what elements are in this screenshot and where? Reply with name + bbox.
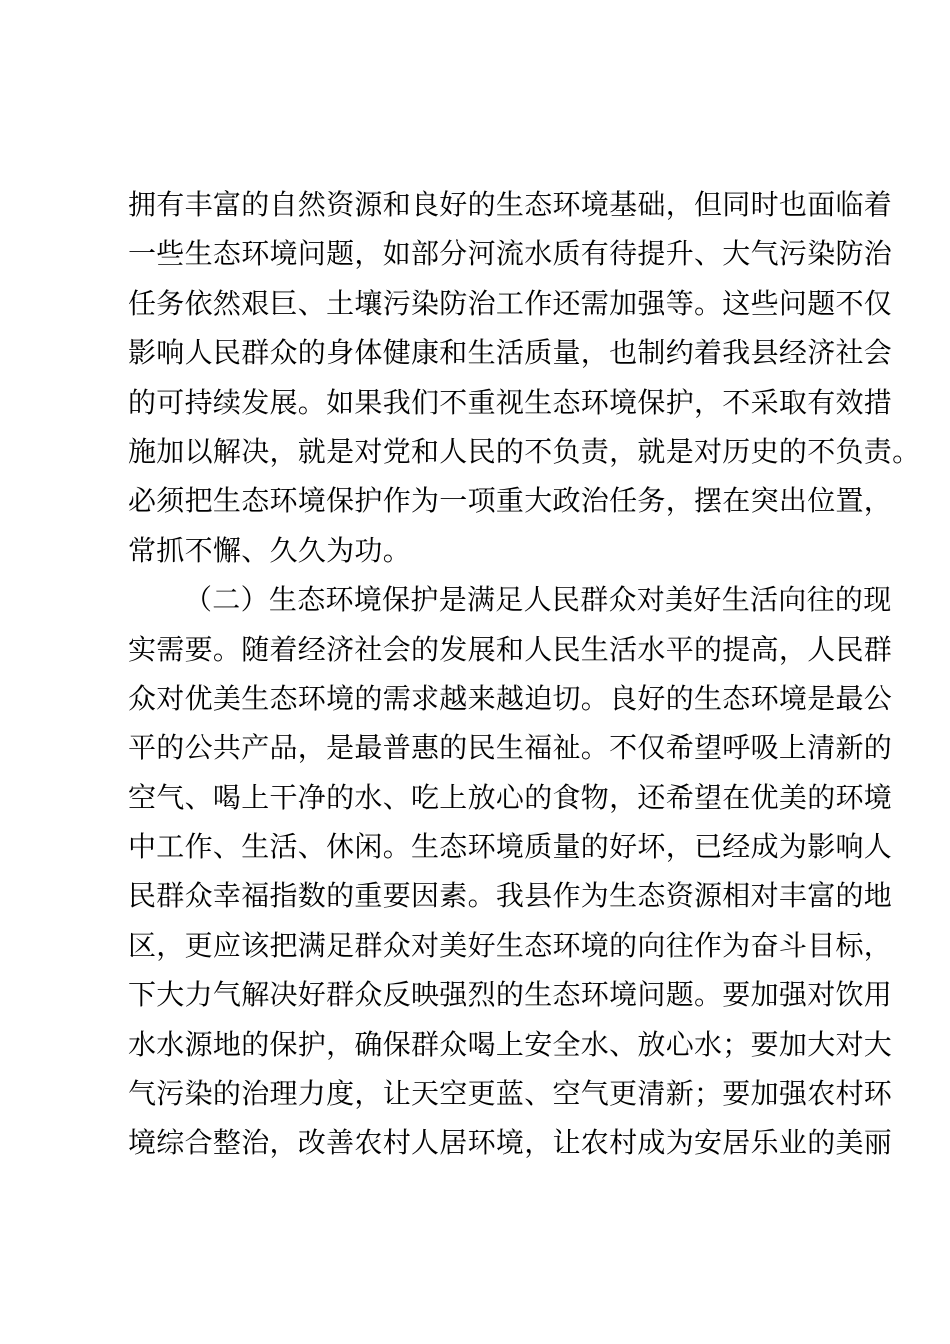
text-line: 区，更应该把满足群众对美好生态环境的向往作为奋斗目标，	[128, 928, 893, 962]
text-line: 气污染的治理力度，让天空更蓝、空气更清新；要加强农村环	[128, 1077, 893, 1111]
text-line: 实需要。随着经济社会的发展和人民生活水平的提高，人民群	[128, 632, 893, 666]
text-line: 影响人民群众的身体健康和生活质量，也制约着我县经济社会	[128, 336, 893, 370]
text-line: 必须把生态环境保护作为一项重大政治任务，摆在突出位置，	[128, 484, 893, 518]
text-line: 任务依然艰巨、土壤污染防治工作还需加强等。这些问题不仅	[128, 286, 893, 320]
text-line: 平的公共产品，是最普惠的民生福祉。不仅希望呼吸上清新的	[128, 731, 893, 765]
text-line: 境综合整治，改善农村人居环境，让农村成为安居乐业的美丽	[128, 1126, 893, 1160]
text-line: 常抓不懈、久久为功。	[128, 533, 412, 567]
text-line: 众对优美生态环境的需求越来越迫切。良好的生态环境是最公	[128, 681, 893, 715]
text-line: 施加以解决，就是对党和人民的不负责，就是对历史的不负责。	[128, 434, 921, 468]
text-line: 一些生态环境问题，如部分河流水质有待提升、大气污染防治	[128, 237, 893, 271]
section-heading-line: （二）生态环境保护是满足人民群众对美好生活向往的现	[184, 583, 892, 617]
text-line: 拥有丰富的自然资源和良好的生态环境基础，但同时也面临着	[128, 188, 893, 221]
text-line: 的可持续发展。如果我们不重视生态环境保护，不采取有效措	[128, 385, 893, 419]
text-line: 民群众幸福指数的重要因素。我县作为生态资源相对丰富的地	[128, 879, 893, 913]
text-line: 水水源地的保护，确保群众喝上安全水、放心水；要加大对大	[128, 1027, 893, 1061]
body-text	[128, 180, 921, 1168]
text-line: 中工作、生活、休闲。生态环境质量的好坏，已经成为影响人	[128, 830, 893, 864]
text-line: 空气、喝上干净的水、吃上放心的食物，还希望在优美的环境	[128, 780, 893, 814]
text-line: 下大力气解决好群众反映强烈的生态环境问题。要加强对饮用	[128, 978, 893, 1012]
